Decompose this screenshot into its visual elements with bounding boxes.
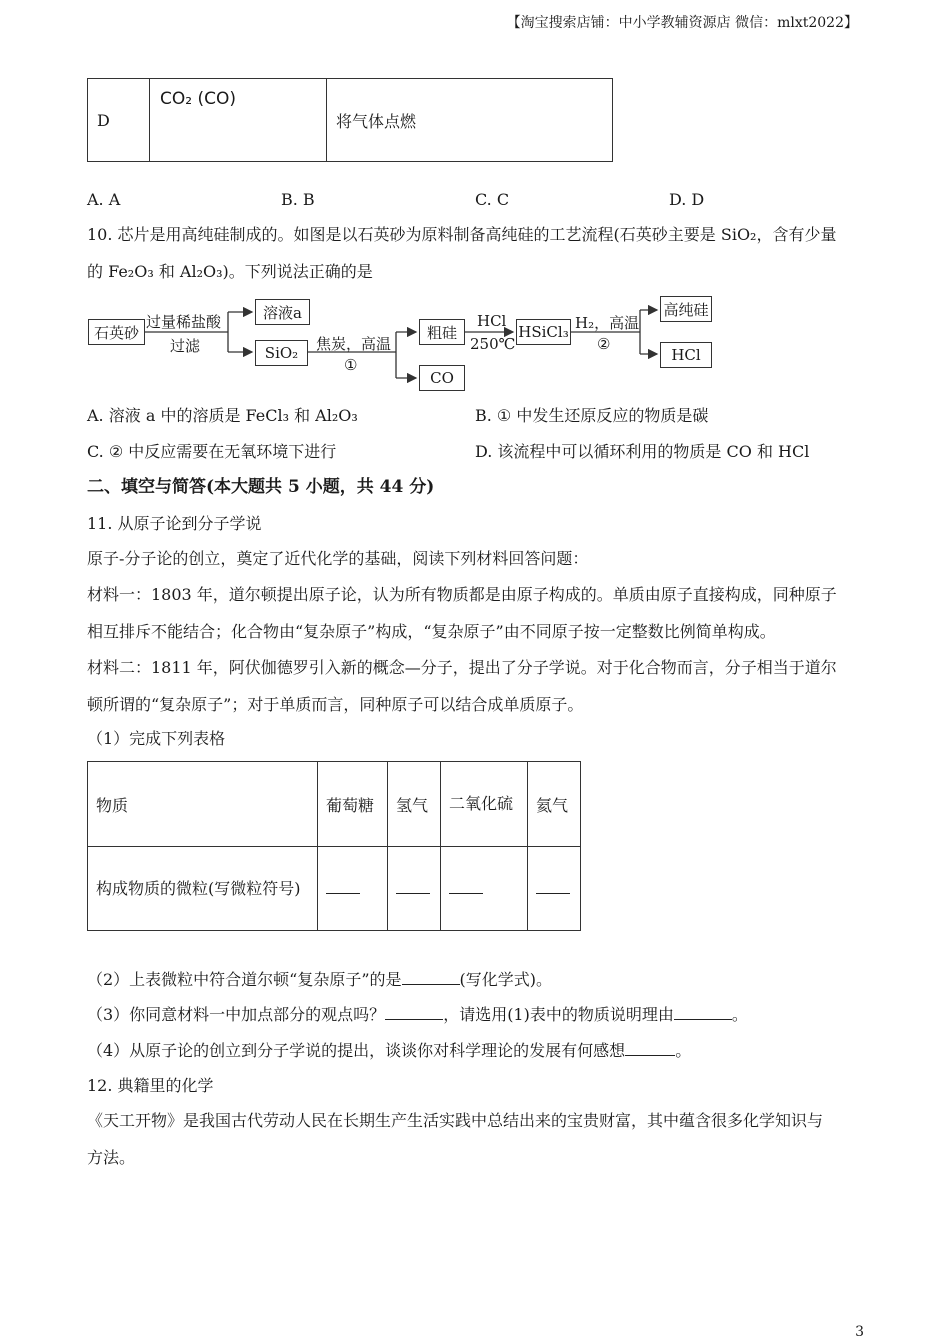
flow-box-pure-silicon: 高纯硅 <box>660 296 712 322</box>
flow-label-step3-top: H₂，高温 <box>575 314 640 332</box>
answer-blank[interactable] <box>441 847 528 931</box>
q10-stem-line2: 的 Fe₂O₃ 和 Al₂O₃)。下列说法正确的是 <box>87 262 373 281</box>
q9-option-c: C. C <box>475 190 510 209</box>
table-header-label: 物质 <box>88 762 318 847</box>
table-row <box>88 762 581 847</box>
q9-row-substance: CO₂ (CO) <box>150 79 327 162</box>
flow-label-step1-top: 焦炭，高温 <box>316 335 392 353</box>
q12-title: 12. 典籍里的化学 <box>87 1076 214 1095</box>
q10-option-b: B. ① 中发生还原反应的物质是碳 <box>475 406 709 425</box>
flow-box-sio2: SiO₂ <box>255 340 308 366</box>
table-row-label: 构成物质的微粒(写微粒符号) <box>88 847 318 931</box>
flow-box-co: CO <box>419 365 465 391</box>
flow-box-crude-silicon: 粗硅 <box>419 319 465 345</box>
section-2-title: 二、填空与简答(本大题共 5 小题，共 44 分) <box>87 477 435 497</box>
table-header-substance: 二氧化硫 <box>441 762 528 847</box>
q10-option-d: D. 该流程中可以循环利用的物质是 CO 和 HCl <box>475 442 810 461</box>
q11-sub4-tail: 。 <box>675 1041 692 1060</box>
q11-material1-line2: 相互排斥不能结合；化合物由“复杂原子”构成，“复杂原子”由不同原子按一定整数比例简单构成。 <box>87 622 776 641</box>
q11-intro: 原子-分子论的创立，奠定了近代化学的基础，阅读下列材料回答问题： <box>87 549 589 568</box>
process-flow-diagram <box>0 290 950 400</box>
q12-line2: 方法。 <box>87 1148 136 1167</box>
q9-option-d: D. D <box>669 190 705 209</box>
q11-sub3-mid: ，请选用(1)表中的物质说明理由 <box>443 1005 674 1024</box>
flow-label-step3-num: ② <box>597 335 611 353</box>
flow-label-step0-top: 过量稀盐酸 <box>146 313 222 331</box>
q9-option-a: A. A <box>87 190 121 209</box>
q11-sub2 <box>87 970 552 990</box>
flow-box-hsicl3: HSiCl₃ <box>516 319 571 345</box>
q11-title: 11. 从原子论到分子学说 <box>87 514 262 533</box>
table-header-substance: 氦气 <box>528 762 581 847</box>
page-number: 3 <box>855 1324 864 1340</box>
flow-box-quartz: 石英砂 <box>88 319 145 345</box>
q11-sub4-text: （4）从原子论的创立到分子学说的提出，谈谈你对科学理论的发展有何感想 <box>87 1041 626 1060</box>
q10-stem-line1: 10. 芯片是用高纯硅制成的。如图是以石英砂为原料制备高纯硅的工艺流程(石英砂主要是 SiO₂，含有少量 <box>87 225 837 244</box>
flow-box-hcl: HCl <box>660 342 712 368</box>
q11-sub3-tail: 。 <box>731 1005 748 1024</box>
q9-option-table <box>87 78 613 162</box>
q11-material2-line1: 材料二：1811 年，阿伏伽德罗引入新的概念—分子，提出了分子学说。对于化合物而言，分子相当于道尔 <box>87 658 837 677</box>
q9-row-method: 将气体点燃 <box>327 79 613 162</box>
q9-option-b: B. B <box>281 190 315 209</box>
q11-sub2-tail: (写化学式)。 <box>459 970 553 989</box>
q11-sub1: （1）完成下列表格 <box>87 729 226 748</box>
answer-blank[interactable] <box>625 1041 675 1056</box>
table-row <box>88 847 581 931</box>
q10-option-c: C. ② 中反应需要在无氧环境下进行 <box>87 442 337 461</box>
answer-blank[interactable] <box>528 847 581 931</box>
flow-box-solution-a: 溶液a <box>255 299 310 325</box>
q11-material2-line2: 顿所谓的“复杂原子”；对于单质而言，同种原子可以结合成单质原子。 <box>87 695 584 714</box>
q11-answer-table <box>87 761 581 931</box>
q9-row-label: D <box>88 79 150 162</box>
flow-label-step2-top: HCl <box>477 312 507 330</box>
q12-line1: 《天工开物》是我国古代劳动人民在长期生产生活实践中总结出来的宝贵财富，其中蕴含很多化学知识与 <box>87 1111 824 1130</box>
answer-blank[interactable] <box>318 847 388 931</box>
flow-label-step2-bottom: 250℃ <box>470 335 516 353</box>
answer-blank[interactable] <box>388 847 441 931</box>
table-row <box>88 79 613 162</box>
q11-sub4 <box>87 1041 691 1061</box>
q11-sub3 <box>87 1005 748 1025</box>
flow-label-step0-bottom: 过滤 <box>170 337 201 355</box>
q11-sub3-text: （3）你同意材料一中加点部分的观点吗？ <box>87 1005 386 1024</box>
table-header-substance: 氢气 <box>388 762 441 847</box>
table-header-substance: 葡萄糖 <box>318 762 388 847</box>
q11-sub2-text: （2）上表微粒中符合道尔顿“复杂原子”的是 <box>87 970 402 989</box>
q10-option-a: A. 溶液 a 中的溶质是 FeCl₃ 和 Al₂O₃ <box>87 406 358 425</box>
answer-blank[interactable] <box>674 1005 732 1020</box>
answer-blank[interactable] <box>385 1005 443 1020</box>
answer-blank[interactable] <box>402 970 460 985</box>
q11-material1-line1: 材料一：1803 年，道尔顿提出原子论，认为所有物质都是由原子构成的。单质由原子直接构成，同种原子 <box>87 585 837 604</box>
page-header: 【淘宝搜索店铺：中小学教辅资源店 微信：mlxt2022】 <box>506 15 858 31</box>
flow-label-step1-num: ① <box>344 356 358 374</box>
